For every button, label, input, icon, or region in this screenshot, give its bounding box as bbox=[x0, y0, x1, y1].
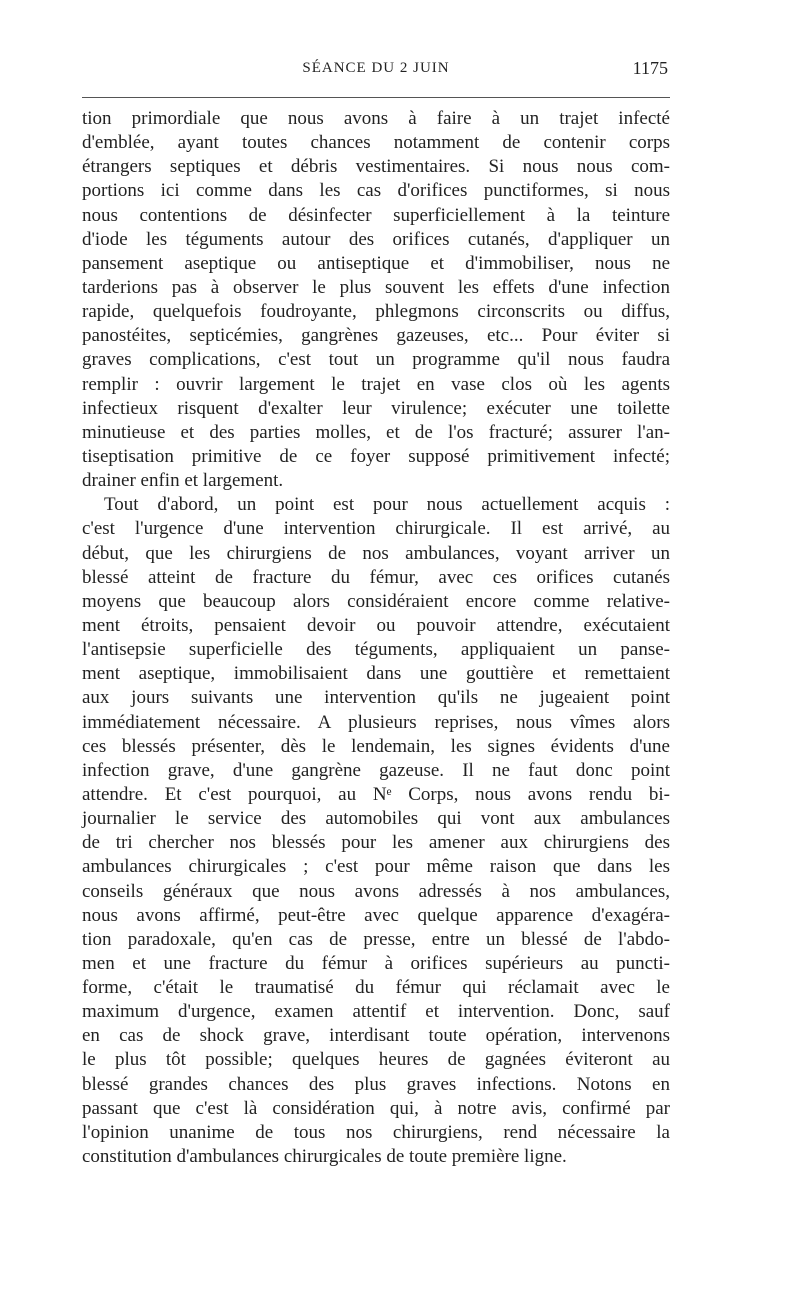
text-line: d'emblée, ayant toutes chances notamment de contenir corps bbox=[82, 132, 670, 154]
text-line: d'iode les téguments autour des orifices cutanés, d'appliquer un bbox=[82, 228, 670, 250]
text-line: Tout d'abord, un point est pour nous actuellement acquis : bbox=[104, 494, 670, 516]
text-line: aux jours suivants une intervention qu'ils ne jugeaient point bbox=[82, 687, 670, 709]
text-line: portions ici comme dans les cas d'orifices punctiformes, si nous bbox=[82, 180, 670, 202]
text-line: c'est l'urgence d'une intervention chirurgicale. Il est arrivé, au bbox=[82, 518, 670, 540]
text-line: nous contentions de désinfecter superficiellement à la teinture bbox=[82, 204, 670, 226]
page-header bbox=[82, 58, 670, 88]
text-line: ment aseptique, immobilisaient dans une gouttière et remettaient bbox=[82, 663, 670, 685]
text-line: tion paradoxale, qu'en cas de presse, entre un blessé de l'abdo- bbox=[82, 928, 670, 950]
text-line: conseils généraux que nous avons adressés à nos ambulances, bbox=[82, 880, 670, 902]
text-line: blessé grandes chances des plus graves infections. Notons en bbox=[82, 1073, 670, 1095]
text-line: pansement aseptique ou antiseptique et d'immobiliser, nous ne bbox=[82, 252, 670, 274]
text-line: blessé atteint de fracture du fémur, avec ces orifices cutanés bbox=[82, 566, 670, 588]
paragraph bbox=[82, 107, 670, 493]
text-line: rapide, quelquefois foudroyante, phlegmons circonscrits ou diffus, bbox=[82, 301, 670, 323]
text-line: ment étroits, pensaient devoir ou pouvoir attendre, exécutaient bbox=[82, 614, 670, 636]
text-line: nous avons affirmé, peut-être avec quelque apparence d'exagéra- bbox=[82, 904, 670, 926]
text-line: l'opinion unanime de tous nos chirurgiens, rend nécessaire la bbox=[82, 1121, 670, 1143]
text-line: infection grave, d'une gangrène gazeuse. Il ne faut donc point bbox=[82, 759, 670, 781]
text-line: drainer enfin et largement. bbox=[82, 470, 284, 492]
text-line: tion primordiale que nous avons à faire à un trajet infecté bbox=[82, 108, 670, 129]
text-line: ces blessés présenter, dès le lendemain, les signes évidents d'une bbox=[82, 735, 670, 757]
text-line: graves complications, c'est tout un programme qu'il nous faudra bbox=[82, 349, 670, 371]
paragraph bbox=[82, 493, 670, 1169]
text-line: étrangers septiques et débris vestimentaires. Si nous nous com- bbox=[82, 156, 670, 178]
text-line: constitution d'ambulances chirurgicales de toute première ligne. bbox=[82, 1146, 567, 1168]
text-line: men et une fracture du fémur à orifices supérieurs au puncti- bbox=[82, 952, 670, 974]
text-line: début, que les chirurgiens de nos ambulances, voyant arriver un bbox=[82, 542, 670, 564]
text-line: forme, c'était le traumatisé du fémur qui réclamait avec le bbox=[82, 977, 670, 999]
text-line: passant que c'est là considération qui, à notre avis, confirmé par bbox=[82, 1097, 670, 1119]
text-line: l'antisepsie superficielle des téguments, appliquaient un panse- bbox=[82, 639, 670, 661]
text-line: tiseptisation primitive de ce foyer supposé primitivement infecté; bbox=[82, 445, 670, 467]
text-line: moyens que beaucoup alors considéraient encore comme relative- bbox=[82, 590, 670, 612]
page-number: 1175 bbox=[632, 58, 668, 78]
text-line: ambulances chirurgicales ; c'est pour même raison que dans les bbox=[82, 856, 670, 878]
text-body bbox=[82, 107, 670, 1169]
running-title: SÉANCE DU 2 JUIN bbox=[302, 60, 450, 76]
text-line: infectieux risquent d'exalter leur virulence; exécuter une toilette bbox=[82, 397, 670, 419]
text-line: de tri chercher nos blessés pour les amener aux chirurgiens des bbox=[82, 832, 670, 854]
text-line: attendre. Et c'est pourquoi, au Nᵉ Corps, nous avons rendu bi- bbox=[82, 783, 670, 805]
text-line: maximum d'urgence, examen attentif et intervention. Donc, sauf bbox=[82, 1001, 670, 1023]
text-line: minutieuse et des parties molles, et de l'os fracturé; assurer l'an- bbox=[82, 421, 670, 443]
text-line: immédiatement nécessaire. A plusieurs reprises, nous vîmes alors bbox=[82, 711, 670, 733]
header-rule bbox=[82, 97, 670, 98]
text-line: journalier le service des automobiles qui vont aux ambulances bbox=[82, 808, 670, 830]
text-line: panostéites, septicémies, gangrènes gazeuses, etc... Pour éviter si bbox=[82, 325, 670, 347]
text-line: remplir : ouvrir largement le trajet en vase clos où les agents bbox=[82, 373, 670, 395]
text-line: en cas de shock grave, interdisant toute opération, intervenons bbox=[82, 1025, 670, 1047]
text-line: le plus tôt possible; quelques heures de gagnées éviteront au bbox=[82, 1049, 670, 1071]
text-line: tarderions pas à observer le plus souvent les effets d'une infection bbox=[82, 276, 670, 298]
